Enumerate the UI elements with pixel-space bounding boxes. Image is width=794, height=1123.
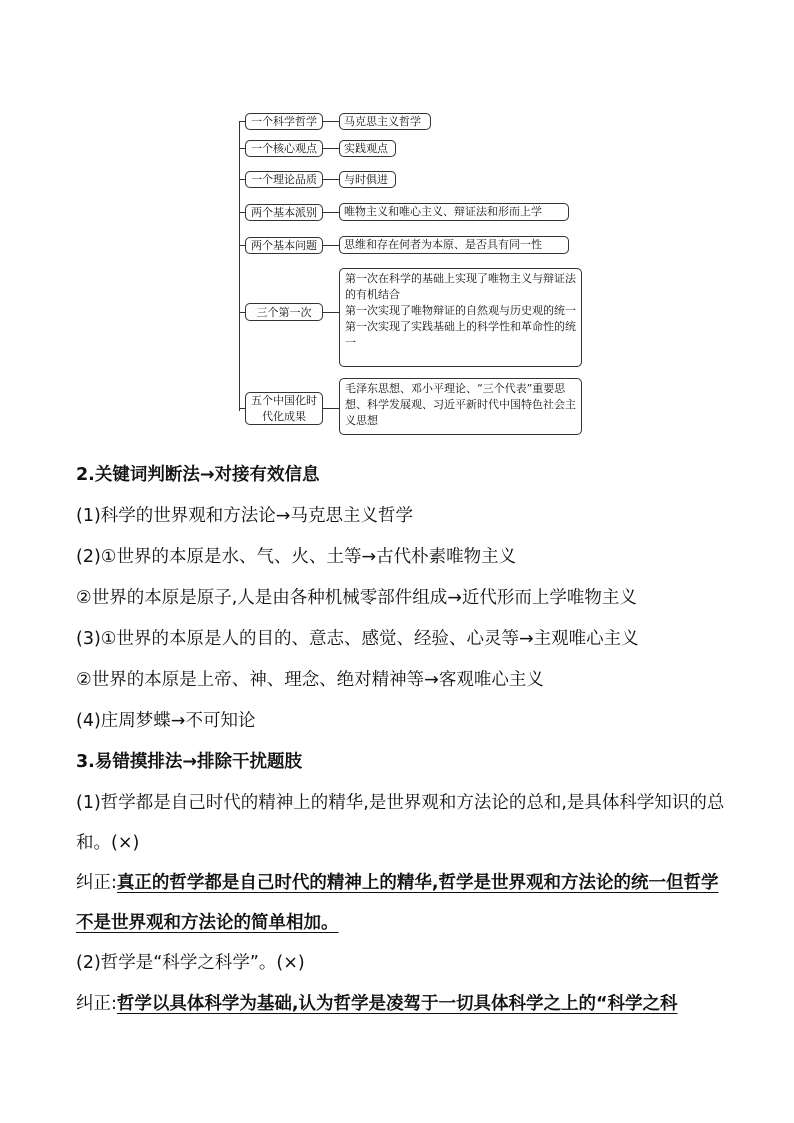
mindmap-content-1: 马克思主义哲学 [339,113,431,130]
mindmap-content-4: 唯物主义和唯心主义、辩证法和形而上学 [339,203,569,221]
section2-item-5: ②世界的本原是上帝、神、理念、绝对精神等→客观唯心主义 [76,670,544,690]
document-body [76,455,726,1025]
section2-item-2: (2)①世界的本原是水、气、火、土等→古代朴素唯物主义 [76,547,517,567]
section2-heading: 2.关键词判断法→对接有效信息 [76,465,320,485]
section3-question-1: (1)哲学都是自己时代的精神上的精华,是世界观和方法论的总和,是具体科学知识的总和。(×) [76,793,725,853]
section2-item-1: (1)科学的世界观和方法论→马克思主义哲学 [76,506,413,526]
mindmap-content-7: 毛泽东思想、邓小平理论、“三个代表”重要思想、科学发展观、习近平新时代中国特色社会主义思想 [339,378,582,435]
mindmap-label-4: 两个基本派别 [245,204,323,221]
section2-item-4: (3)①世界的本原是人的目的、意志、感觉、经验、心灵等→主观唯心主义 [76,629,639,649]
mindmap-content-5: 思维和存在何者为本原、是否具有同一性 [339,236,569,254]
section3-correction-2 [76,984,726,1025]
mindmap-content-6: 第一次在科学的基础上实现了唯物主义与辩证法的有机结合 第一次实现了唯物辩证的自然观与历史观的统一 第一次实现了实践基础上的科学性和革命性的统一 [339,268,582,367]
section2-item-6: (4)庄周梦蝶→不可知论 [76,711,256,731]
mindmap-label-3: 一个理论品质 [245,171,323,188]
mindmap-label-2: 一个核心观点 [245,140,323,157]
mindmap-label-6: 三个第一次 [245,303,323,321]
mindmap-label-5: 两个基本问题 [245,237,323,254]
correction-text-1: 真正的哲学都是自己时代的精神上的精华,哲学是世界观和方法论的统一但哲学不是世界观和方法论的简单相加。 [76,873,719,933]
correction-label: 纠正: [76,873,117,893]
section3-heading: 3.易错摸排法→排除干扰题肢 [76,752,302,772]
mindmap-content-3: 与时俱进 [339,171,396,188]
section3-correction-1 [76,863,726,943]
correction-text-2: 哲学以具体科学为基础,认为哲学是凌驾于一切具体科学之上的“科学之科 [116,994,678,1014]
correction-label: 纠正: [76,994,117,1014]
section2-item-3: ②世界的本原是原子,人是由各种机械零部件组成→近代形而上学唯物主义 [76,588,637,608]
mindmap [0,0,794,450]
mindmap-content-2: 实践观点 [339,140,396,157]
mindmap-label-7: 五个中国化时代化成果 [245,392,323,425]
mindmap-trunk [239,121,240,411]
mindmap-label-1: 一个科学哲学 [245,113,323,130]
section3-question-2: (2)哲学是“科学之科学”。(×) [76,953,305,973]
